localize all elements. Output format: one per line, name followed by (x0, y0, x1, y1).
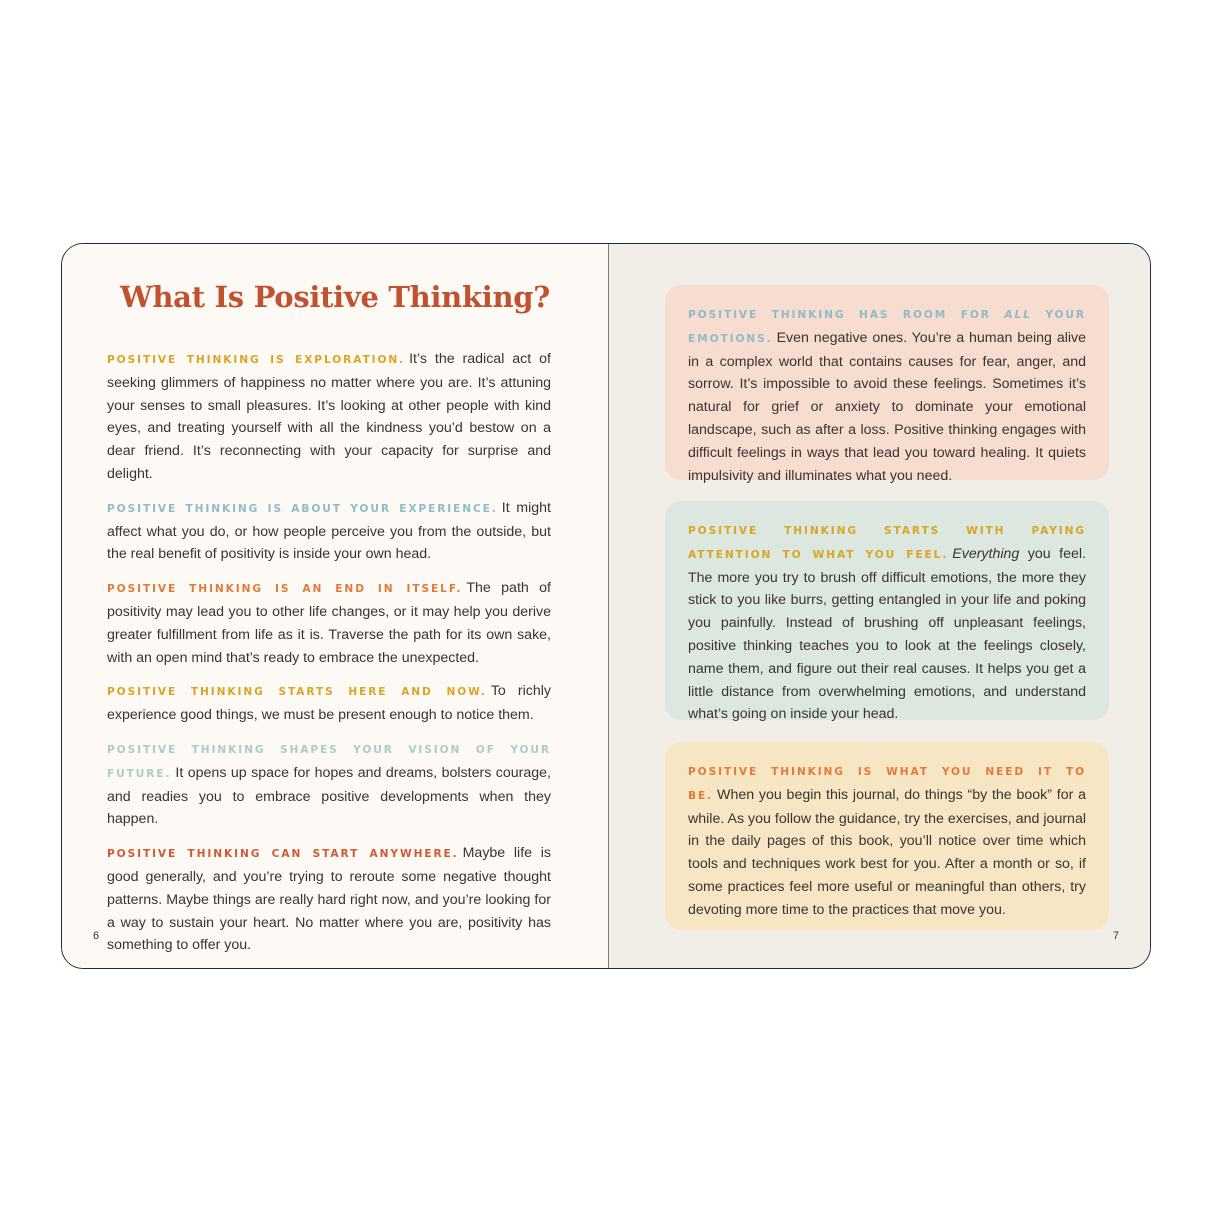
paragraph-text: It’s the radical act of seeking glimmers of happiness no matter where you are. It’s attuning your senses to small pleasures. It’s looking at other people with kind eyes, and treating yourself with all the kindness you’d bestow on a dear friend. It’s reconnecting with your capacity for surprise and delight. (107, 351, 551, 482)
page-number-right: 7 (1112, 930, 1119, 942)
card-lead: POSITIVE THINKING STARTS WITH PAYING ATTENTION TO WHAT YOU FEEL. (688, 525, 1086, 561)
card-text (688, 760, 1086, 922)
paragraph-end-in-itself (107, 577, 551, 669)
card-body: Even negative ones. You’re a human being alive in a complex world that contains causes for fear, anger, and sorrow. It’s impossible to avoid these feelings. Sometimes it’s natural for grief or anxiety to dominate your emotional landscape, such as after a loss. Positive thinking engages with difficult feelings in ways that lead you toward healing. It quiets impulsivity and illuminates what you need. (688, 329, 1086, 484)
card-all-emotions (665, 285, 1109, 484)
paragraph-here-and-now (107, 680, 551, 727)
card-text (688, 519, 1086, 726)
card-italic-word: Everything (952, 545, 1020, 562)
left-text-column (107, 348, 551, 968)
card-what-you-need (665, 742, 1109, 930)
paragraph-text: It might affect what you do, or how people perceive you from the outside, but the real benefit of positivity is inside your own head. (107, 499, 551, 563)
paragraph-text: It opens up space for hopes and dreams, bolsters courage, and readies you to embrace positive developments when they happen. (107, 764, 551, 828)
left-page (62, 244, 608, 968)
paragraph-text: The path of positivity may lead you to other life changes, or it may help you derive greater fulfillment from life as it is. Traverse the path for its own sake, with an open mind that’s ready to embrace the unexpected. (107, 580, 551, 666)
card-body: When you begin this journal, do things “by the book” for a while. As you follow the guidance, try the exercises, and journal in the daily pages of this book, you’ll notice over time which tools and techniques work best for you. After a month or so, if some practices feel more useful or meaningful than others, try devoting more time to the practices that move you. (688, 786, 1086, 918)
paragraph-lead: POSITIVE THINKING SHAPES YOUR VISION OF YOUR FUTURE. (107, 743, 551, 780)
card-paying-attention (665, 501, 1109, 723)
paragraph-experience (107, 497, 551, 566)
card-lead-part: POSITIVE THINKING HAS ROOM FOR (688, 309, 991, 321)
book-spread (61, 243, 1151, 969)
paragraph-text: To richly experience good things, we must be present enough to notice them. (107, 683, 551, 724)
card-lead-part: YOUR EMOTIONS. (688, 309, 1086, 345)
paragraph-lead: POSITIVE THINKING STARTS HERE AND NOW. (107, 686, 487, 699)
paragraph-text: Maybe life is good generally, and you’re trying to reroute some negative thought patterns. Maybe things are really hard right now, and you’re looking for a way to sustain your heart. No matter where you are, positivity has something to offer you. (107, 845, 551, 954)
paragraph-lead: POSITIVE THINKING CAN START ANYWHERE. (107, 848, 459, 861)
right-page (609, 244, 1150, 968)
paragraph-exploration (107, 348, 551, 486)
card-body: you feel. The more you try to brush off difficult emotions, the more they stick to you like burrs, getting entangled in your life and poking you painfully. Instead of brushing off unpleasant feelings, positive thinking teaches you to look at the feelings closely, name them, and figure out their real causes. It helps you get a little distance from overwhelming emotions, and understand what’s going on inside your head. (688, 545, 1086, 723)
card-lead-italic: ALL (1004, 309, 1032, 321)
paragraph-start-anywhere (107, 842, 551, 957)
page-title: What Is Positive Thinking? (120, 280, 550, 314)
paragraph-vision (107, 738, 551, 831)
paragraph-lead: POSITIVE THINKING IS ABOUT YOUR EXPERIENCE. (107, 502, 498, 515)
paragraph-lead: POSITIVE THINKING IS EXPLORATION. (107, 354, 406, 366)
card-lead: POSITIVE THINKING IS WHAT YOU NEED IT TO BE. (688, 766, 1086, 802)
card-text (688, 303, 1086, 487)
paragraph-lead: POSITIVE THINKING IS AN END IN ITSELF. (107, 583, 463, 596)
page-number-left: 6 (93, 930, 100, 942)
